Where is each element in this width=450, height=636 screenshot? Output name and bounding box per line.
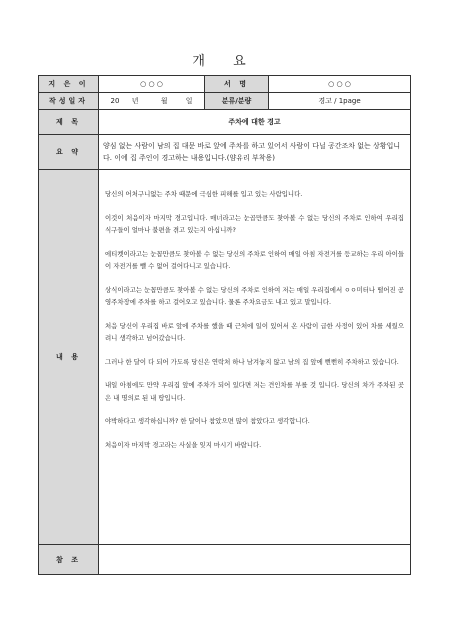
date-year: 20 [110, 97, 120, 105]
category-value: 경고 / 1page [269, 93, 411, 110]
reference-label: 참 조 [39, 545, 99, 575]
date-label: 작성일자 [39, 93, 99, 110]
date-category-row [39, 93, 411, 110]
reference-value [99, 545, 411, 575]
content-paragraph: 당신의 어처구니없는 주차 때문에 극심한 피해를 입고 있는 사람입니다. [105, 190, 303, 198]
category-label: 분류/분량 [205, 93, 269, 110]
content-row [39, 170, 411, 545]
date-year-unit: 년 [131, 97, 139, 105]
signature-label: 서 명 [205, 76, 269, 93]
date-value [99, 93, 205, 110]
reference-row [39, 545, 411, 575]
author-value: ○ ○ ○ [99, 76, 205, 93]
date-month-unit: 월 [160, 97, 168, 105]
content-paragraph: 이것이 처음이자 마지막 경고입니다. 매너라고는 눈곱만큼도 찾아볼 수 없는 당신의 주차로 인하여 우리집 식구들이 얼마나 불편을 겪고 있는지 아십니까? [105, 213, 404, 234]
subject-label: 제 목 [39, 110, 99, 135]
page-title: 개 요 [192, 54, 258, 69]
content-paragraph: 그러나 한 달이 다 되어 가도록 당신은 연락처 하나 남겨놓지 않고 남의 집 앞에 뻔뻔히 주차하고 있습니다. [105, 357, 399, 366]
summary-row [39, 135, 411, 170]
subject-row [39, 110, 411, 135]
content-paragraph: 상식이라고는 눈꼽만큼도 찾아볼 수 없는 당신의 주차로 인하여 저는 매일 우리집에서 ㅇㅇ미터나 떨어진 공영주차장에 주차를 하고 걸어오고 있습니다. 물론 주차요금도 내고 있고 말입니다. [105, 285, 404, 306]
author-row [39, 76, 411, 93]
content-label: 내 용 [39, 170, 99, 545]
content-body [99, 170, 411, 545]
content-paragraph: 야박하다고 생각하십니까? 한 달이나 참았으면 많이 참았다고 생각합니다. [105, 417, 310, 425]
subject-value: 주차에 대한 경고 [99, 110, 411, 135]
date-day-unit: 일 [185, 97, 193, 105]
content-paragraph: 내일 아침에도 만약 우리집 앞에 주차가 되어 있다면 저는 견인차를 부를 것 입니다. 당신의 차가 주차된 곳은 내 명의로 된 내 땅입니다. [105, 381, 404, 402]
content-paragraph: 처음 당신이 우리집 바로 앞에 주차를 했을 때 근처에 일이 있어서 온 사람이 급한 사정이 있어 차를 세웠으려니 생각하고 넘어갔습니다. [105, 321, 404, 342]
content-paragraph: 처음이자 마지막 경고라는 사실을 잊지 마시기 바랍니다. [105, 440, 262, 449]
author-label: 지 은 이 [39, 76, 99, 93]
signature-value: ○ ○ ○ [269, 76, 411, 93]
summary-label: 요 약 [39, 135, 99, 170]
content-paragraph: 에티켓이라고는 눈꼽만큼도 찾아볼 수 없는 당신의 주차로 인하여 매일 아침 자전거를 등교하는 우리 아이들이 자전거를 뺄 수 없어 걸어다니고 있습니다. [105, 249, 404, 270]
summary-value: 양심 없는 사람이 남의 집 대문 바로 앞에 주차를 하고 있어서 사람이 다닐 공간조차 없는 상황입니다. 이에 집 주인이 경고하는 내용입니다.(얌유리 부착용) [99, 135, 411, 170]
document-form [38, 75, 411, 575]
